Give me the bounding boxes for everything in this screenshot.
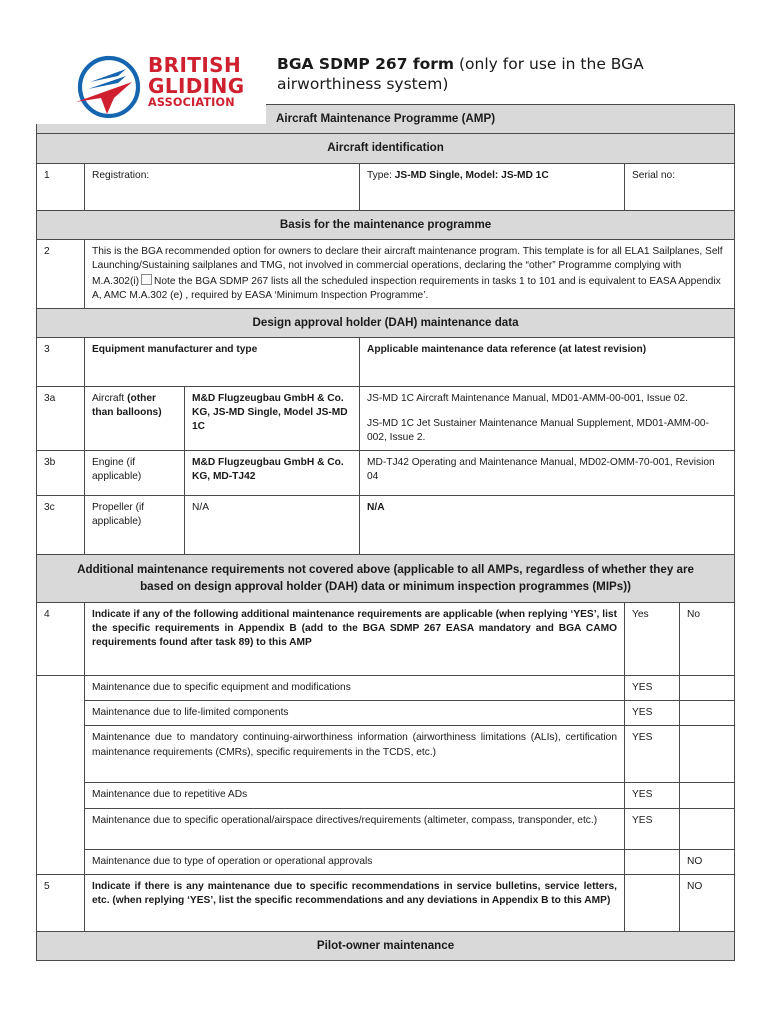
- bga-glider-svg: [74, 52, 144, 122]
- table-row-5: [37, 874, 735, 931]
- req-3-yes[interactable]: YES: [625, 783, 680, 808]
- req-3-text: Maintenance due to repetitive ADs: [85, 783, 625, 808]
- row5-no[interactable]: NO: [680, 874, 735, 931]
- bga-logo: [36, 50, 266, 124]
- row3a-reference-2: JS-MD 1C Jet Sustainer Maintenance Manual Supplement, MD01-AMM-00-002, Issue 2.: [367, 418, 709, 444]
- row2-text-after: Note the BGA SDMP 267 lists all the scheduled inspection requirements in tasks 1 to 101 and is equivalent to EASA Appendix A, AMC M.A.302 (e) , required by EASA ‘Minimum Inspection Programme’.: [92, 275, 721, 301]
- req-4-no[interactable]: [680, 808, 735, 849]
- row2-text-before: This is the BGA recommended option for owners to declare their aircraft maintenance program. This template is for all ELA1 Sailplanes, Self Launching/Sustaining sailplanes and TMG, not involved in commercial operations, declaring the “other” Programme complying with M.A.302(i): [92, 246, 723, 287]
- req-1-yes[interactable]: YES: [625, 701, 680, 726]
- row3-col-equipment-header: Equipment manufacturer and type: [85, 338, 360, 387]
- table-row: [37, 808, 735, 849]
- req-0-no[interactable]: [680, 676, 735, 701]
- band-pilot-owner: Pilot-owner maintenance: [37, 931, 735, 960]
- row3a-number: 3a: [37, 387, 85, 451]
- row3b-label: Engine (if applicable): [85, 451, 185, 496]
- row3a-label: [85, 387, 185, 451]
- req-5-text: Maintenance due to type of operation or operational approvals: [85, 849, 625, 874]
- row1-type-label: Type:: [367, 169, 395, 181]
- checkbox-other-programme[interactable]: [141, 274, 152, 285]
- table-row: [37, 849, 735, 874]
- band-dah: Design approval holder (DAH) maintenance data: [37, 308, 735, 337]
- row3b-manufacturer: M&D Flugzeugbau GmbH & Co. KG, MD-TJ42: [185, 451, 360, 496]
- req-4-text: Maintenance due to specific operational/airspace directives/requirements (altimeter, compass, transponder, etc.): [85, 808, 625, 849]
- band-aircraft-identification: Aircraft identification: [37, 134, 735, 163]
- table-row-2: [37, 240, 735, 308]
- table-row-3c: [37, 496, 735, 555]
- req-0-spacer: [37, 676, 85, 701]
- bga-logo-text: [148, 55, 268, 108]
- row3-number: 3: [37, 338, 85, 387]
- req-2-yes[interactable]: YES: [625, 726, 680, 783]
- req-4-spacer: [37, 808, 85, 849]
- row4-no-header: No: [680, 603, 735, 676]
- table-row-1: [37, 163, 735, 210]
- req-4-yes[interactable]: YES: [625, 808, 680, 849]
- table-row: [37, 676, 735, 701]
- req-0-text: Maintenance due to specific equipment and modifications: [85, 676, 625, 701]
- row5-yes[interactable]: [625, 874, 680, 931]
- table-row-3a: [37, 387, 735, 451]
- bga-logo-line-association: ASSOCIATION: [148, 96, 235, 109]
- table-row: [37, 783, 735, 808]
- table-row: [37, 726, 735, 783]
- row3c-number: 3c: [37, 496, 85, 555]
- row2-number: 2: [37, 240, 85, 308]
- bga-logo-line-british: BRITISH: [148, 53, 242, 77]
- row3a-manufacturer: M&D Flugzeugbau GmbH & Co. KG, JS-MD Single, Model JS-MD 1C: [185, 387, 360, 451]
- table-row-3b: [37, 451, 735, 496]
- req-1-no[interactable]: [680, 701, 735, 726]
- row3b-number: 3b: [37, 451, 85, 496]
- req-5-spacer: [37, 849, 85, 874]
- row3a-reference: [360, 387, 735, 451]
- row4-question: Indicate if any of the following additional maintenance requirements are applicable (when replying ‘YES’, list the specific requirements in Appendix B (add to the BGA SDMP 267 EASA mandatory and BGA CAMO requirements found after task 89) to this AMP: [85, 603, 625, 676]
- row1-type-cell: [360, 163, 625, 210]
- row1-type-value: JS-MD Single, Model: JS-MD 1C: [394, 169, 549, 181]
- band-additional-row: [37, 555, 735, 603]
- req-1-spacer: [37, 701, 85, 726]
- band-additional: Additional maintenance requirements not covered above (applicable to all AMPs, regardless of whether they are based on design approval holder (DAH) data or minimum inspection programmes (MIPs)): [37, 555, 735, 603]
- row3a-label-plain: Aircraft: [92, 393, 128, 405]
- table-row: [37, 701, 735, 726]
- document-title-rest: (only for use in the BGA airworthiness system): [277, 55, 644, 93]
- req-3-no[interactable]: [680, 783, 735, 808]
- row3b-reference: MD-TJ42 Operating and Maintenance Manual, MD02-OMM-70-001, Revision 04: [360, 451, 735, 496]
- req-2-no[interactable]: [680, 726, 735, 783]
- row3c-manufacturer: N/A: [185, 496, 360, 555]
- band-basis-row: [37, 210, 735, 239]
- row5-number: 5: [37, 874, 85, 931]
- row3c-reference: N/A: [360, 496, 735, 555]
- row1-number: 1: [37, 163, 85, 210]
- row1-registration-field[interactable]: Registration:: [85, 163, 360, 210]
- table-row-4: [37, 603, 735, 676]
- req-1-text: Maintenance due to life-limited components: [85, 701, 625, 726]
- amp-form-table: [36, 104, 735, 961]
- row3-col-reference-header: Applicable maintenance data reference (at latest revision): [360, 338, 735, 387]
- req-2-spacer: [37, 726, 85, 783]
- document-title-bold: BGA SDMP 267 form: [277, 55, 455, 73]
- row3a-label-bold: (other than balloons): [92, 393, 162, 419]
- req-5-yes[interactable]: [625, 849, 680, 874]
- row2-basis-text: [85, 240, 735, 308]
- row5-question: Indicate if there is any maintenance due to specific recommendations in service bulletins, service letters, etc. (when replying ‘YES’, list the specific recommendations and any deviations in Appendix B to this AMP): [85, 874, 625, 931]
- document-title: [277, 55, 737, 95]
- req-3-spacer: [37, 783, 85, 808]
- table-row-3: [37, 338, 735, 387]
- req-0-yes[interactable]: YES: [625, 676, 680, 701]
- req-5-no[interactable]: NO: [680, 849, 735, 874]
- band-amp: Aircraft Maintenance Programme (AMP): [37, 105, 735, 134]
- row4-number: 4: [37, 603, 85, 676]
- bga-glider-icon: [74, 52, 144, 122]
- bga-logo-line-gliding: GLIDING: [148, 74, 245, 98]
- row3c-label: Propeller (if applicable): [85, 496, 185, 555]
- req-2-text: Maintenance due to mandatory continuing-airworthiness information (airworthiness limitations (ALIs), certification maintenance requirements (CMRs), specific requirements in the TCDS, etc.): [85, 726, 625, 783]
- row3a-reference-1: JS-MD 1C Aircraft Maintenance Manual, MD01-AMM-00-001, Issue 02.: [367, 393, 689, 405]
- band-pilot-owner-row: [37, 931, 735, 960]
- row4-yes-header: Yes: [625, 603, 680, 676]
- row1-serial-field[interactable]: Serial no:: [625, 163, 735, 210]
- band-basis: Basis for the maintenance programme: [37, 210, 735, 239]
- band-aircraft-identification-row: [37, 134, 735, 163]
- band-dah-row: [37, 308, 735, 337]
